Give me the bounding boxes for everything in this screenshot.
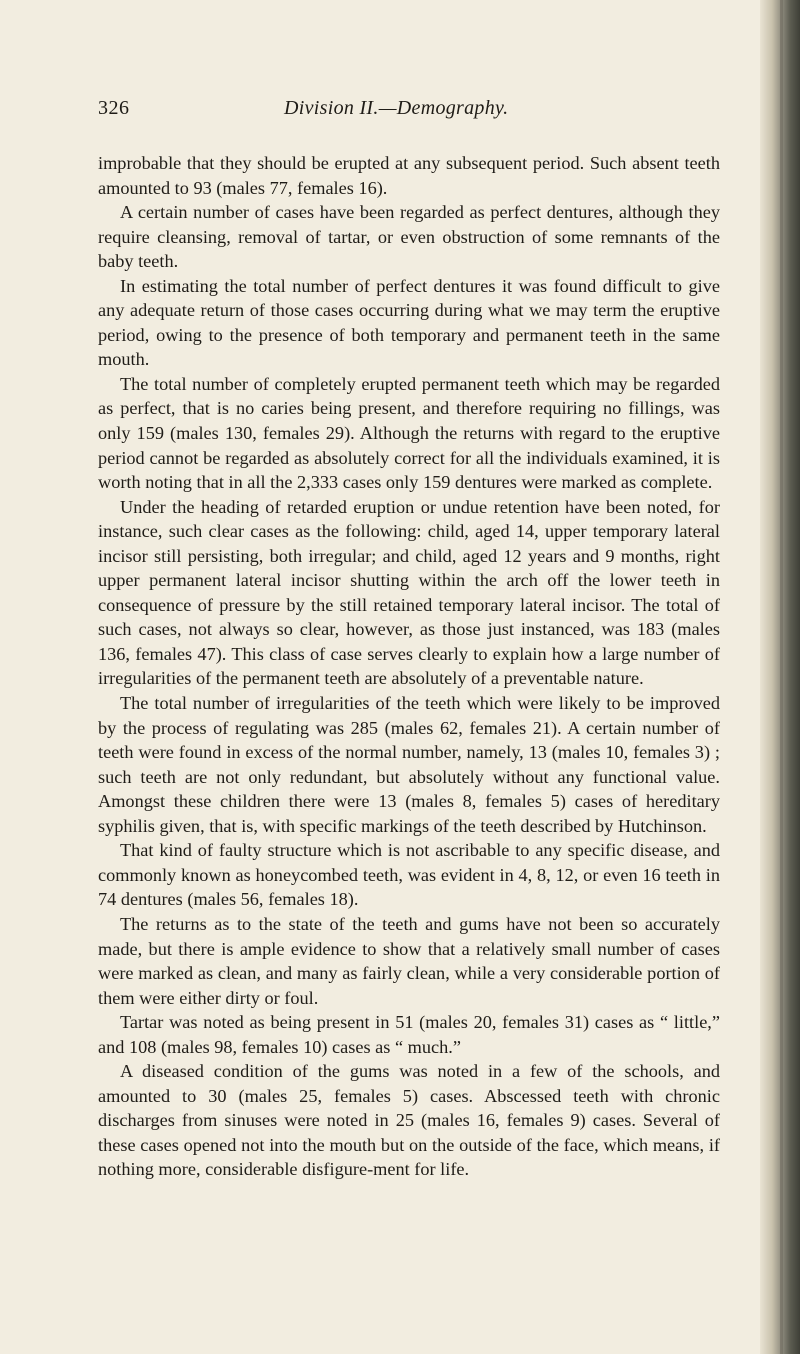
paragraph: Tartar was noted as being present in 51 (males 20, females 31) cases as “ little,” and 108 (males 98, females 10) cases as “ much.” <box>98 1012 720 1057</box>
paragraph: The total number of completely erupted permanent teeth which may be regarded as perfect, that is no caries being present, and therefore requiring no fillings, was only 159 (males 130, females 29). Although the returns with regard to the eruptive period cannot be regarded as absolutely correct for all the individuals examined, it is worth noting that in all the 2,333 cases only 159 dentures were marked as complete. <box>98 373 720 493</box>
body-text <box>98 151 720 1182</box>
page-number: 326 <box>98 97 130 119</box>
paragraph: The returns as to the state of the teeth and gums have not been so accurately made, but there is ample evidence to show that a relatively small number of cases were marked as clean, and many as fairly clean, while a very considerable portion of them were either dirty or foul. <box>98 913 720 1008</box>
page-header <box>98 97 718 127</box>
paragraph: A diseased condition of the gums was noted in a few of the schools, and amounted to 30 (males 25, females 5) cases. Abscessed teeth with chronic discharges from sinuses were noted in 25 (males 16, females 9) cases. Several of these cases opened not into the mouth but on the outside of the face, which means, if nothing more, considerable disfigure-ment for life. <box>98 1061 720 1180</box>
paragraph: The total number of irregularities of the teeth which were likely to be improved by the process of regulating was 285 (males 62, females 21). A certain number of teeth were found in excess of the normal number, namely, 13 (males 10, females 3) ; such teeth are not only redundant, but absolutely without any functional value. Amongst these children there were 13 (males 8, females 5) cases of hereditary syphilis given, that is, with specific markings of the teeth described by Hutchinson. <box>98 693 720 836</box>
paragraph: That kind of faulty structure which is not ascribable to any specific disease, and commonly known as honeycombed teeth, was evident in 4, 8, 12, or even 16 teeth in 74 dentures (males 56, females 18). <box>98 840 720 910</box>
paragraph: A certain number of cases have been regarded as perfect dentures, although they require cleansing, removal of tartar, or even obstruction of some remnants of the baby teeth. <box>98 202 720 272</box>
paragraph: improbable that they should be erupted at any subsequent period. Such absent teeth amounted to 93 (males 77, females 16). <box>98 153 720 198</box>
spine-shadow <box>780 0 783 1354</box>
paragraph: Under the heading of retarded eruption or undue retention have been noted, for instance, such clear cases as the following: child, aged 14, upper temporary lateral incisor still persisting, both irregular; and child, aged 12 years and 9 months, right upper permanent lateral incisor shutting within the arch off the lower teeth in consequence of pressure by the still retained temporary lateral incisor. The total of such cases, not always so clear, however, as those just instanced, was 183 (males 136, females 47). This class of case serves clearly to explain how a large number of irregularities of the permanent teeth are absolutely of a preventable nature. <box>98 496 720 689</box>
paragraph: In estimating the total number of perfect dentures it was found difficult to give any adequate return of those cases occurring during what we may term the eruptive period, owing to the presence of both temporary and permanent teeth in the same mouth. <box>98 275 720 370</box>
book-spine-edge <box>760 0 800 1354</box>
running-title: Division II.—Demography. <box>284 97 509 119</box>
